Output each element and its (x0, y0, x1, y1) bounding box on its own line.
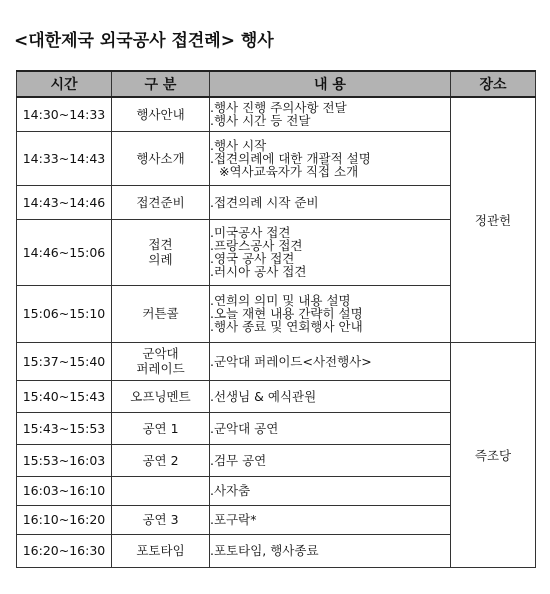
category-text: 행사안내 (136, 106, 185, 122)
category-cell (112, 412, 210, 444)
table-header-row (17, 71, 536, 97)
time-cell: 16:20~16:30 (17, 534, 112, 567)
details-line: .행사 진행 주의사항 전달 (210, 100, 347, 116)
details-line: .러시아 공사 접견 (210, 264, 307, 279)
header-place: 장소 (451, 71, 536, 97)
details-cell (210, 412, 451, 444)
details-cell (210, 185, 451, 219)
time-cell: 15:06~15:10 (17, 285, 112, 342)
details-line: .사자춤 (210, 483, 251, 498)
time-cell: 14:30~14:33 (17, 97, 112, 131)
details-cell (210, 505, 451, 534)
place-cell: 즉조당 (451, 342, 536, 567)
category-text: 의례 (148, 252, 173, 267)
category-text: 공연 2 (142, 452, 179, 468)
details-line: .군악대 공연 (210, 420, 279, 436)
category-text: 군악대 (142, 346, 179, 361)
details-cell (210, 534, 451, 567)
details-line: .미국공사 접견 (210, 225, 291, 240)
category-cell (112, 505, 210, 534)
table-row (17, 342, 536, 380)
category-cell (112, 285, 210, 342)
category-text: 접견준비 (136, 194, 185, 210)
details-cell (210, 476, 451, 505)
time-cell: 14:46~15:06 (17, 219, 112, 285)
details-line: .접견의례에 대한 개괄적 설명 (210, 150, 371, 166)
page-title: <대한제국 외국공사 접견례> 행사 (14, 31, 274, 51)
place-cell: 정관헌 (451, 97, 536, 342)
details-cell (210, 131, 451, 185)
header-time: 시간 (17, 71, 112, 97)
time-cell: 15:53~16:03 (17, 444, 112, 476)
category-cell (112, 476, 210, 505)
header-category: 구 분 (112, 71, 210, 97)
time-cell: 15:43~15:53 (17, 412, 112, 444)
category-cell (112, 185, 210, 219)
category-cell (112, 342, 210, 380)
details-cell (210, 219, 451, 285)
category-text: 커튼콜 (142, 306, 179, 321)
category-text: 퍼레이드 (136, 361, 185, 376)
category-cell (112, 219, 210, 285)
details-cell (210, 342, 451, 380)
category-cell (112, 534, 210, 567)
details-cell (210, 285, 451, 342)
details-line: .행사 시간 등 전달 (210, 113, 311, 129)
details-line: .행사 시작 (210, 137, 267, 153)
category-text: 오프닝멘트 (130, 388, 191, 404)
details-cell (210, 97, 451, 131)
time-cell: 15:40~15:43 (17, 380, 112, 412)
header-details: 내 용 (210, 71, 451, 97)
details-line: .프랑스공사 접견 (210, 238, 303, 253)
category-text: 공연 3 (142, 512, 179, 527)
details-line: .영국 공사 접견 (210, 251, 295, 266)
category-text: 포토타임 (136, 543, 185, 558)
details-cell (210, 444, 451, 476)
time-cell: 14:43~14:46 (17, 185, 112, 219)
details-line: .연희의 의미 및 내용 설명 (210, 293, 351, 308)
details-cell (210, 380, 451, 412)
category-cell (112, 380, 210, 412)
details-line: .군악대 퍼레이드<사전행사> (210, 353, 372, 369)
details-line: .포구락* (210, 512, 257, 527)
category-cell (112, 97, 210, 131)
category-text: 공연 1 (142, 420, 179, 436)
details-line: .행사 종료 및 연회행사 안내 (210, 319, 363, 334)
table-row (17, 97, 536, 131)
category-cell (112, 131, 210, 185)
details-line: .접견의례 시작 준비 (210, 194, 319, 210)
time-cell: 14:33~14:43 (17, 131, 112, 185)
category-cell (112, 444, 210, 476)
category-text: 행사소개 (136, 150, 185, 166)
details-line: .오늘 재현 내용 간략히 설명 (210, 306, 363, 321)
time-cell: 15:37~15:40 (17, 342, 112, 380)
category-text: 접견 (148, 237, 173, 252)
time-cell: 16:10~16:20 (17, 505, 112, 534)
details-note: ※역사교육자가 직접 소개 (219, 163, 359, 179)
schedule-table (16, 70, 536, 568)
details-line: .포토타임, 행사종료 (210, 543, 319, 558)
time-cell: 16:03~16:10 (17, 476, 112, 505)
details-line: .검무 공연 (210, 452, 267, 468)
details-line: .선생님 & 예식관원 (210, 388, 317, 404)
